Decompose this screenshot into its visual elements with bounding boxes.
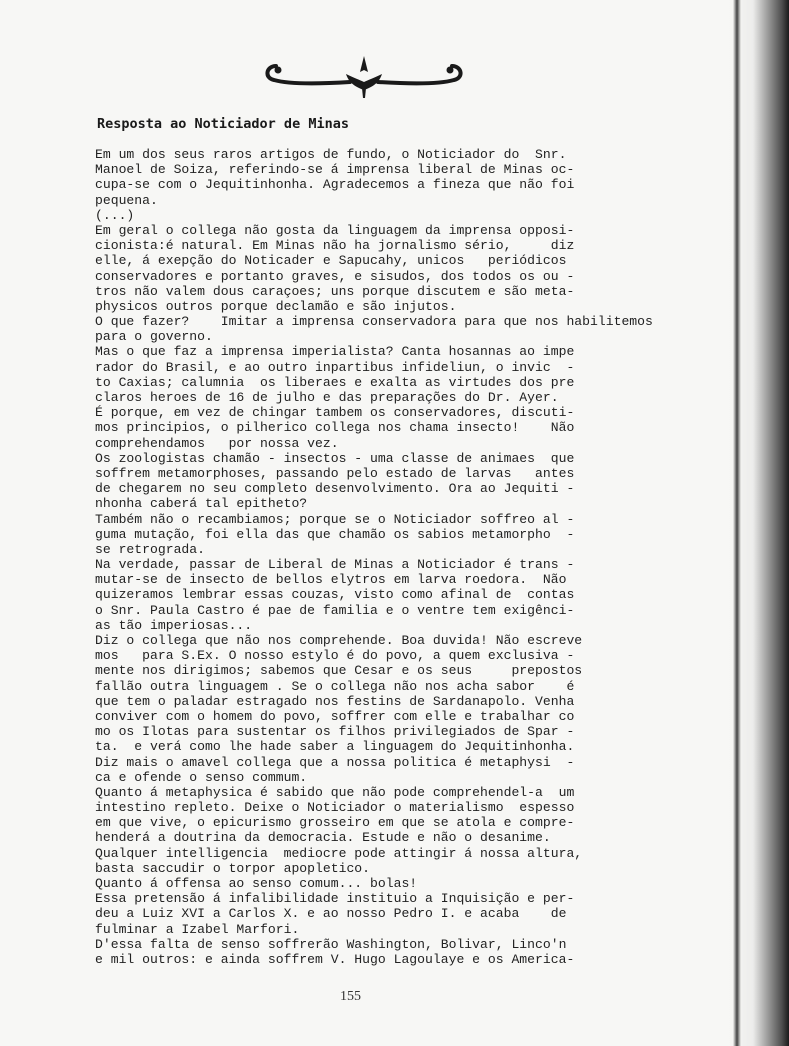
text-line: elle, á exepção do Noticader e Sapucahy, unicos periódicos [95, 253, 567, 269]
article-body [95, 147, 653, 967]
text-line: as tão imperiosas... [95, 617, 253, 633]
text-line: É porque, em vez de chingar tambem os conservadores, discuti- [95, 405, 575, 421]
text-line: Os zoologistas chamão - insectos - uma classe de animaes que [95, 450, 575, 466]
text-line: fulminar a Izabel Marfori. [95, 921, 300, 937]
text-line: o Snr. Paula Castro é pae de familia e o ventre tem exigênci- [95, 602, 575, 618]
text-line: Mas o que faz a imprensa imperialista? Canta hosannas ao impe [95, 344, 575, 360]
article-title: Resposta ao Noticiador de Minas [97, 116, 349, 132]
text-line: ta. e verá como lhe hade saber a linguagem do Jequitinhonha. [95, 739, 575, 755]
text-line: para o governo. [95, 329, 213, 345]
text-line: comprehendamos por nossa vez. [95, 435, 339, 451]
text-line: em que vive, o epicurismo grosseiro em que se atola e compre- [95, 815, 575, 831]
text-line: tros não valem dous caraçoes; uns porque discutem e são meta- [95, 283, 575, 299]
text-line: Diz o collega que não nos comprehende. Boa duvida! Não escreve [95, 633, 583, 648]
text-line: henderá a doutrina da democracia. Estude e não o desanime. [95, 830, 551, 846]
text-line: mutar-se de insecto de bellos elytros em larva roedora. Não [95, 572, 567, 588]
text-line: mos para S.Ex. O nosso estylo é do povo, a quem exclusiva - [95, 648, 575, 664]
text-line: (...) [95, 207, 135, 223]
text-line: mo os Ilotas para sustentar os filhos privilegiados de Spar - [95, 724, 575, 740]
text-line: nhonha caberá tal epitheto? [95, 496, 308, 512]
text-line: Qualquer intelligencia mediocre pode attingir á nossa altura, [95, 845, 583, 861]
text-line: mente nos dirigimos; sabemos que Cesar e os seus prepostos [95, 663, 583, 679]
text-line: Também não o recambiamos; porque se o Noticiador soffreo al - [95, 511, 575, 527]
text-line: Em geral o collega não gosta da linguagem da imprensa opposi- [95, 222, 575, 238]
text-line: guma mutação, foi ella das que chamão os sabios metamorpho - [95, 526, 575, 542]
text-line: Na verdade, passar de Liberal de Minas a Noticiador é trans - [95, 557, 575, 573]
text-line: quizeramos lembrar essas couzas, visto como afinal de contas [95, 587, 575, 603]
text-line: Quanto á metaphysica é sabido que não pode comprehendel-a um [95, 784, 575, 800]
text-line: basta saccudir o torpor apopletico. [95, 860, 371, 876]
text-line: conservadores e portanto graves, e sisudos, dos todos os ou - [95, 268, 575, 284]
text-line: intestino repleto. Deixe o Noticiador o materialismo espesso [95, 800, 575, 816]
text-line: pequena. [95, 192, 158, 208]
text-line: deu a Luiz XVI a Carlos X. e ao nosso Pedro I. e acaba de [95, 906, 567, 922]
text-line: de chegarem no seu completo desenvolvimento. Ora ao Jequiti - [95, 481, 575, 497]
text-line: mos principios, o pilherico collega nos chama insecto! Não [95, 420, 575, 436]
page-number: 155 [340, 989, 361, 1004]
text-line: conviver com o homem do povo, soffrer com elle e trabalhar co [95, 708, 575, 724]
flourish-ornament-icon [258, 52, 470, 102]
text-line: cionista:é natural. Em Minas não ha jornalismo sério, diz [95, 238, 575, 254]
text-line: physicos outros porque declamão e são injutos. [95, 298, 457, 314]
text-line: e mil outros: e ainda soffrem V. Hugo Lagoulaye e os America- [95, 951, 575, 967]
text-line: D'essa falta de senso soffrerão Washington, Bolivar, Linco'n [95, 936, 567, 952]
text-line: soffrem metamorphoses, passando pelo estado de larvas antes [95, 465, 575, 481]
binding-edge [733, 0, 741, 1046]
text-line: O que fazer? Imitar a imprensa conservadora para que nos habilitemos [95, 314, 653, 330]
text-line: ca e ofende o senso commum. [95, 769, 308, 785]
text-line: Essa pretensão á infalibilidade instituio a Inquisição e per- [95, 891, 575, 907]
text-line: to Caxias; calumnia os liberaes e exalta as virtudes dos pre [95, 374, 575, 390]
text-line: Manoel de Soiza, referindo-se á imprensa liberal de Minas oc- [95, 162, 575, 178]
text-line: Diz mais o amavel collega que a nossa politica é metaphysi - [95, 754, 575, 770]
text-line: Quanto á offensa ao senso comum... bolas! [95, 876, 418, 891]
text-line: rador do Brasil, e ao outro inpartibus infideliun, o invic - [95, 359, 575, 375]
text-line: Em um dos seus raros artigos de fundo, o Noticiador do Snr. [95, 147, 567, 162]
text-line: se retrograda. [95, 541, 206, 557]
text-line: fallão outra linguagem . Se o collega não nos acha sabor é [95, 678, 575, 694]
text-line: claros heroes de 16 de julho e das preparações do Dr. Ayer. [95, 390, 559, 405]
text-line: que tem o paladar estragado nos festins de Sardanapolo. Venha [95, 693, 575, 709]
text-line: cupa-se com o Jequitinhonha. Agradecemos a fineza que não foi [95, 177, 575, 193]
